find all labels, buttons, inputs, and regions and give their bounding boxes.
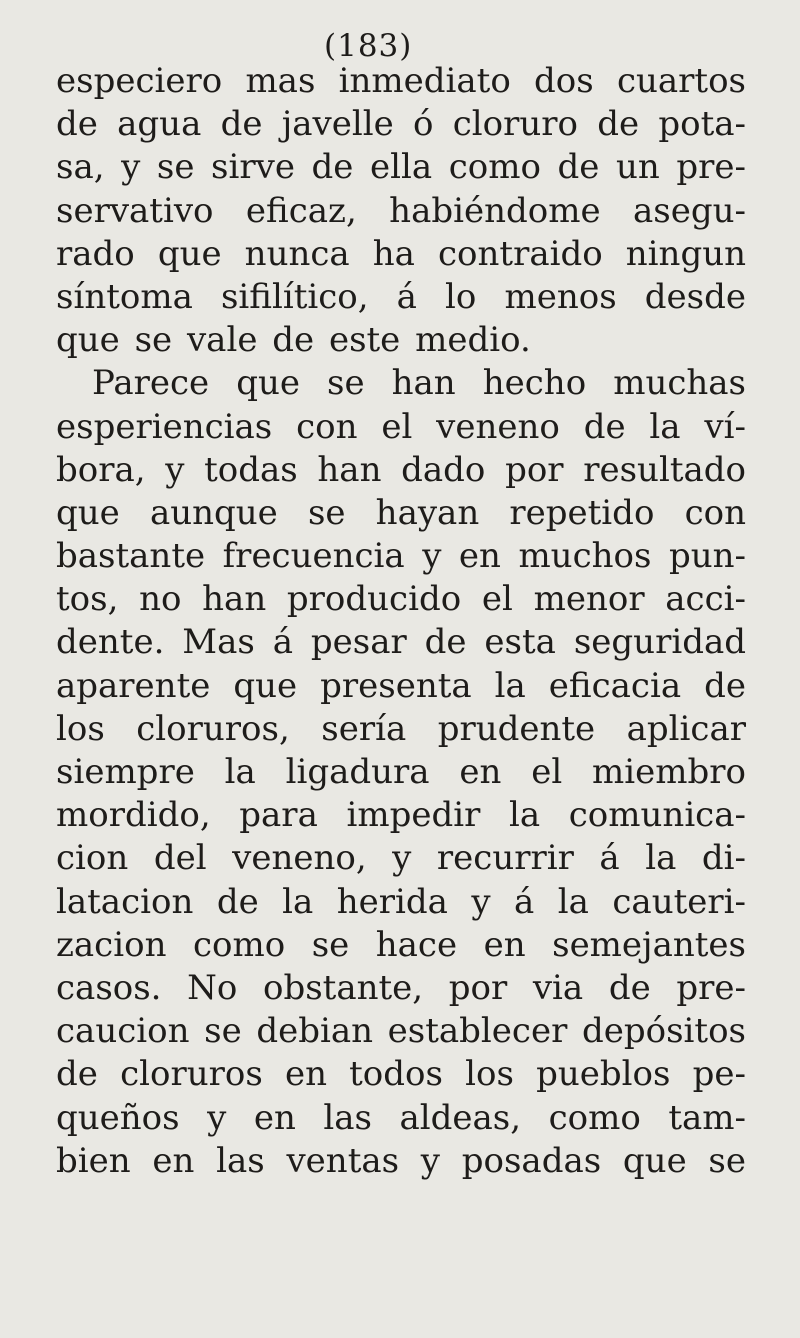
page-number: (183) — [324, 28, 413, 64]
paragraph-start-line: Parece que se han hecho muchas — [92, 363, 746, 404]
text-line: que se vale de este medio. — [56, 320, 531, 361]
text-line: sa, y se sirve de ella como de un pre- — [56, 147, 746, 188]
text-line: casos. No obstante, por via de pre- — [56, 967, 746, 1008]
text-line: aparente que presenta la eficacia de — [56, 665, 746, 706]
text-line: mordido, para impedir la comunica- — [56, 795, 746, 836]
body-text — [56, 60, 746, 1183]
text-line: zacion como se hace en semejantes — [56, 924, 746, 965]
text-line: bora, y todas han dado por resultado — [56, 449, 746, 490]
text-line: esperiencias con el veneno de la ví- — [56, 406, 746, 447]
text-line: latacion de la herida y á la cauteri- — [56, 881, 746, 922]
text-line: especiero mas inmediato dos cuartos — [56, 61, 746, 101]
text-line: bien en las ventas y posadas que se — [56, 1140, 746, 1181]
text-line: síntoma sifilítico, á lo menos desde — [56, 276, 746, 317]
text-line: tos, no han producido el menor acci- — [56, 579, 746, 620]
text-line: de agua de javelle ó cloruro de pota- — [56, 104, 746, 145]
text-line: rado que nunca ha contraido ningun — [56, 233, 746, 274]
text-line: dente. Mas á pesar de esta seguridad — [56, 622, 746, 663]
text-line: siempre la ligadura en el miembro — [56, 752, 746, 792]
text-line: bastante frecuencia y en muchos pun- — [56, 536, 746, 577]
text-line: los cloruros, sería prudente aplicar — [56, 708, 746, 749]
text-line: de cloruros en todos los pueblos pe- — [56, 1054, 746, 1095]
text-line: servativo eficaz, habiéndome asegu- — [56, 190, 746, 231]
text-line: que aunque se hayan repetido con — [56, 492, 746, 533]
text-line: cion del veneno, y recurrir á la di- — [56, 838, 746, 879]
text-line: caucion se debian establecer depósitos — [56, 1011, 746, 1052]
text-line: queños y en las aldeas, como tam- — [56, 1097, 746, 1138]
